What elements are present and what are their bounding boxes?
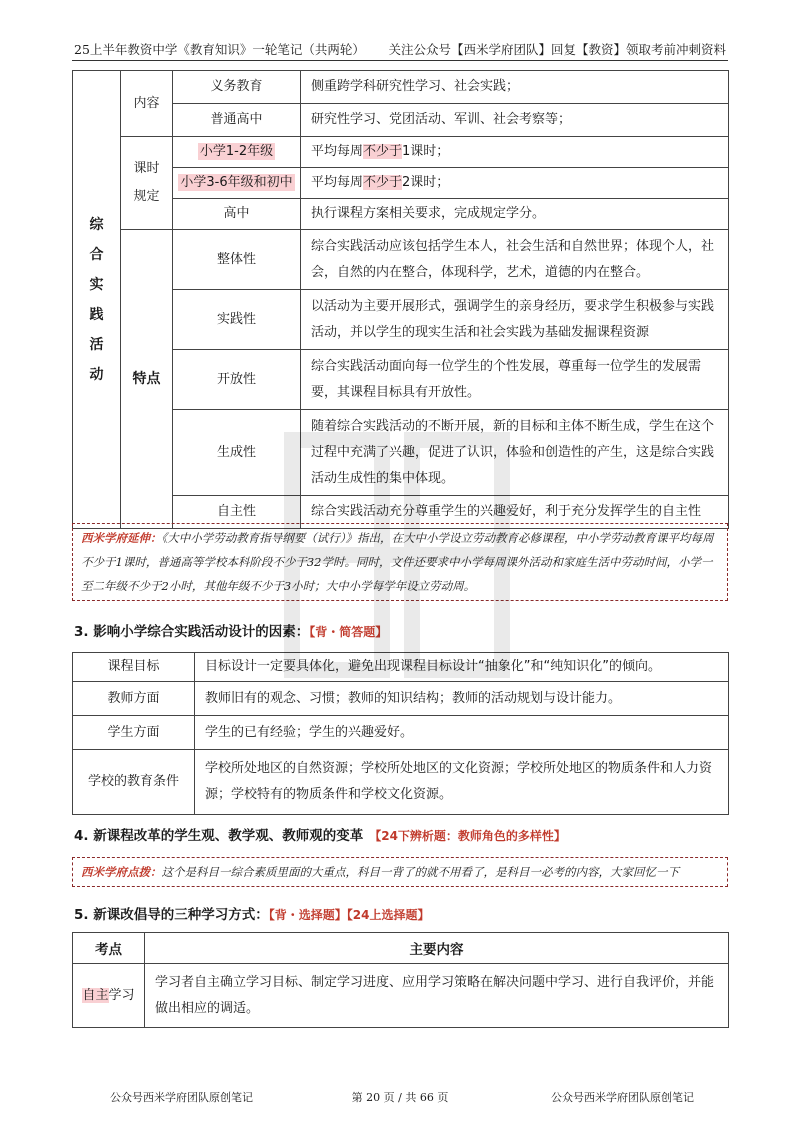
page-header — [72, 38, 728, 61]
tip-note — [72, 857, 728, 887]
feature-value: 以活动为主要开展形式，强调学生的亲身经历，要求学生积极参与实践活动，并以学生的现实生活和社会实践为基础发掘课程资源 — [301, 290, 729, 350]
section3-heading: 3. 影响小学综合实践活动设计的因素：【背・简答题】 — [74, 624, 388, 640]
col-point-header: 考点 — [73, 933, 145, 964]
feature-key: 开放性 — [173, 350, 301, 410]
footer-right: 公众号西米学府团队原创笔记 — [551, 1091, 694, 1104]
way-value: 学习者自主确立学习目标、制定学习进度、应用学习策略在解决问题中学习、进行自我评价，并能做出相应的调适。 — [145, 964, 729, 1028]
hours-key: 小学1-2年级 — [173, 137, 301, 168]
section4-tag: 【24下辨析题：教师角色的多样性】 — [369, 829, 566, 843]
feature-key: 自主性 — [173, 496, 301, 529]
activity-table — [72, 70, 729, 529]
header-left-title: 25上半年教资中学《教育知识》一轮笔记（共两轮） — [74, 42, 365, 57]
factor-value: 学校所处地区的自然资源；学校所处地区的文化资源；学校所处地区的物质条件和人力资源；学校特有的物质条件和学校文化资源。 — [195, 750, 729, 815]
tip-note-tag: 西米学府点拨： — [81, 865, 162, 879]
feature-key: 实践性 — [173, 290, 301, 350]
factor-value: 目标设计一定要具体化，避免出现课程目标设计“抽象化”和“纯知识化”的倾向。 — [195, 653, 729, 682]
feature-key: 整体性 — [173, 230, 301, 290]
factor-key: 教师方面 — [73, 682, 195, 716]
features-label: 特点 — [121, 230, 173, 529]
header-right-promo: 关注公众号【西米学府团队】回复【教资】领取考前冲刺资料 — [388, 42, 726, 57]
content-key: 义务教育 — [173, 71, 301, 104]
section5-tag-2: 【24上选择题】 — [346, 908, 430, 922]
page-number: 第 20 页 / 共 66 页 — [351, 1091, 449, 1104]
content-key: 普通高中 — [173, 104, 301, 137]
factor-key: 学校的教育条件 — [73, 750, 195, 815]
hours-label: 课时规定 — [121, 137, 173, 230]
extension-note-tag: 西米学府延伸： — [81, 531, 162, 545]
tip-note-text: 这个是科目一综合素质里面的大重点，科目一背了的就不用看了，是科目一必考的内容，大家回忆一下 — [161, 865, 679, 879]
factor-value: 学生的已有经验；学生的兴趣爱好。 — [195, 716, 729, 750]
feature-value: 综合实践活动应该包括学生本人，社会生活和自然世界；体现个人，社会，自然的内在整合，体现科学，艺术，道德的内在整合。 — [301, 230, 729, 290]
hours-value: 平均每周不少于1课时； — [301, 137, 729, 168]
category-cell — [73, 71, 121, 529]
hours-value: 执行课程方案相关要求，完成规定学分。 — [301, 199, 729, 230]
hours-key: 小学3-6年级和初中 — [173, 168, 301, 199]
extension-note — [72, 523, 728, 601]
feature-key: 生成性 — [173, 410, 301, 496]
factor-key: 学生方面 — [73, 716, 195, 750]
hours-key: 高中 — [173, 199, 301, 230]
factors-table — [72, 652, 729, 815]
col-content-header: 主要内容 — [145, 933, 729, 964]
content-value: 侧重跨学科研究性学习、社会实践； — [301, 71, 729, 104]
way-key: 自主学习 — [73, 964, 145, 1028]
extension-note-text: 《大中小学劳动教育指导纲要（试行）》指出，在大中小学设立劳动教育必修课程，中小学劳动教育课平均每周不少于1课时，普通高等学校本科阶段不少于32学时。同时，文件还要求中小学每周课外活动和家庭生活中劳动时间，小学一至二年级不少于2小时，其他年级不少于3小时；大中小学每学年设立劳动周。 — [81, 531, 714, 593]
section5-heading: 5. 新课改倡导的三种学习方式：【背・选择题】【24上选择题】 — [74, 907, 430, 923]
hours-value: 平均每周不少于2课时； — [301, 168, 729, 199]
footer-left: 公众号西米学府团队原创笔记 — [110, 1091, 253, 1104]
feature-value: 随着综合实践活动的不断开展，新的目标和主体不断生成，学生在这个过程中充满了兴趣，促进了认识，体验和创造性的产生，这是综合实践活动生成性的集中体现。 — [301, 410, 729, 496]
section5-tag-1: 【背・选择题】 — [268, 908, 347, 922]
category-label: 综合实践活动 — [89, 216, 104, 383]
section4-heading: 4. 新课程改革的学生观、教学观、教师观的变革 【24下辨析题：教师角色的多样性】 — [74, 828, 566, 844]
content-label: 内容 — [121, 71, 173, 137]
section3-tag: 【背・简答题】 — [309, 625, 388, 639]
feature-value: 综合实践活动面向每一位学生的个性发展，尊重每一位学生的发展需要，其课程目标具有开放性。 — [301, 350, 729, 410]
content-value: 研究性学习、党团活动、军训、社会考察等； — [301, 104, 729, 137]
factor-key: 课程目标 — [73, 653, 195, 682]
learning-ways-table — [72, 932, 729, 1028]
factor-value: 教师旧有的观念、习惯；教师的知识结构；教师的活动规划与设计能力。 — [195, 682, 729, 716]
feature-value: 综合实践活动充分尊重学生的兴趣爱好，利于充分发挥学生的自主性 — [301, 496, 729, 529]
